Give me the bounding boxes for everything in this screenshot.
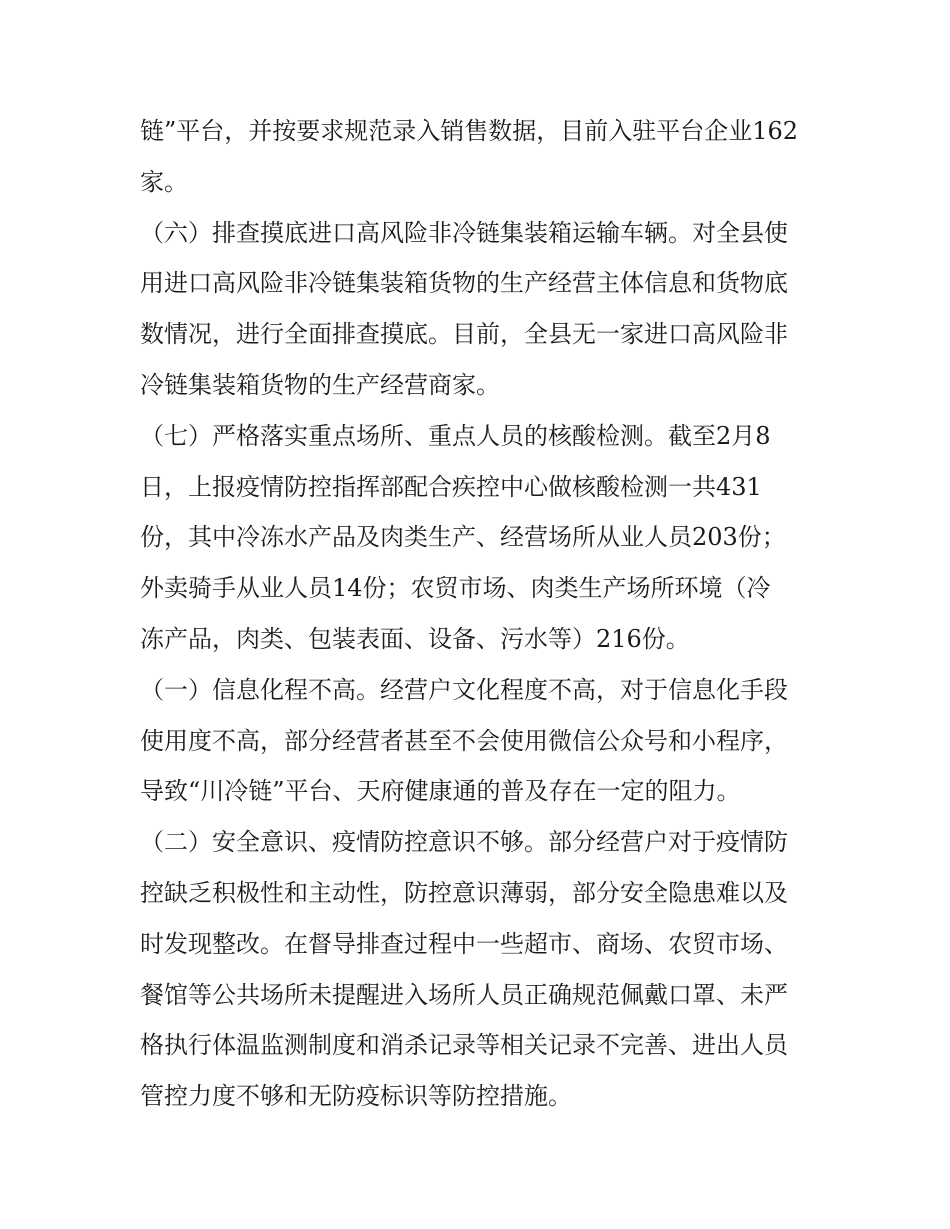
text-line: 数情况，进行全面排查摸底。目前，全县无一家进口高风险非 <box>140 320 788 349</box>
text-line: （七）严格落实重点场所、重点人员的核酸检测。截至2月8 <box>140 421 771 450</box>
text-line: 用进口高风险非冷链集装箱货物的生产经营主体信息和货物底 <box>140 269 788 298</box>
text-line: 冻产品，肉类、包装表面、设备、污水等）216份。 <box>140 624 690 653</box>
text-line: 外卖骑手从业人员14份；农贸市场、肉类生产场所环境（冷 <box>140 574 771 603</box>
text-line: （一）信息化程不高。经营户文化程度不高，对于信息化手段 <box>140 675 788 704</box>
text-line: 家。 <box>140 167 188 196</box>
text-line: 日，上报疫情防控指挥部配合疾控中心做核酸检测一共431 <box>140 472 762 501</box>
text-line: 管控力度不够和无防疫标识等防控措施。 <box>140 1082 572 1111</box>
text-line: 使用度不高，部分经营者甚至不会使用微信公众号和小程序， <box>140 726 788 755</box>
text-line: 格执行体温监测制度和消杀记录等相关记录不完善、进出人员 <box>140 1031 788 1060</box>
document-body <box>140 106 812 1122</box>
text-line: 导致“川冷链”平台、天府健康通的普及存在一定的阻力。 <box>140 777 741 806</box>
text-line: （六）排查摸底进口高风险非冷链集装箱运输车辆。对全县使 <box>140 218 788 247</box>
text-line: 冷链集装箱货物的生产经营商家。 <box>140 370 500 399</box>
text-line: 链”平台，并按要求规范录入销售数据，目前入驻平台企业162 <box>140 117 799 145</box>
text-line: 份，其中冷冻水产品及肉类生产、经营场所从业人员203份； <box>140 523 786 552</box>
text-line: 时发现整改。在督导排查过程中一些超市、商场、农贸市场、 <box>140 929 788 958</box>
text-line: 控缺乏积极性和主动性，防控意识薄弱，部分安全隐患难以及 <box>140 878 788 907</box>
text-line: （二）安全意识、疫情防控意识不够。部分经营户对于疫情防 <box>140 828 788 857</box>
text-line: 餐馆等公共场所未提醒进入场所人员正确规范佩戴口罩、未严 <box>140 980 788 1009</box>
